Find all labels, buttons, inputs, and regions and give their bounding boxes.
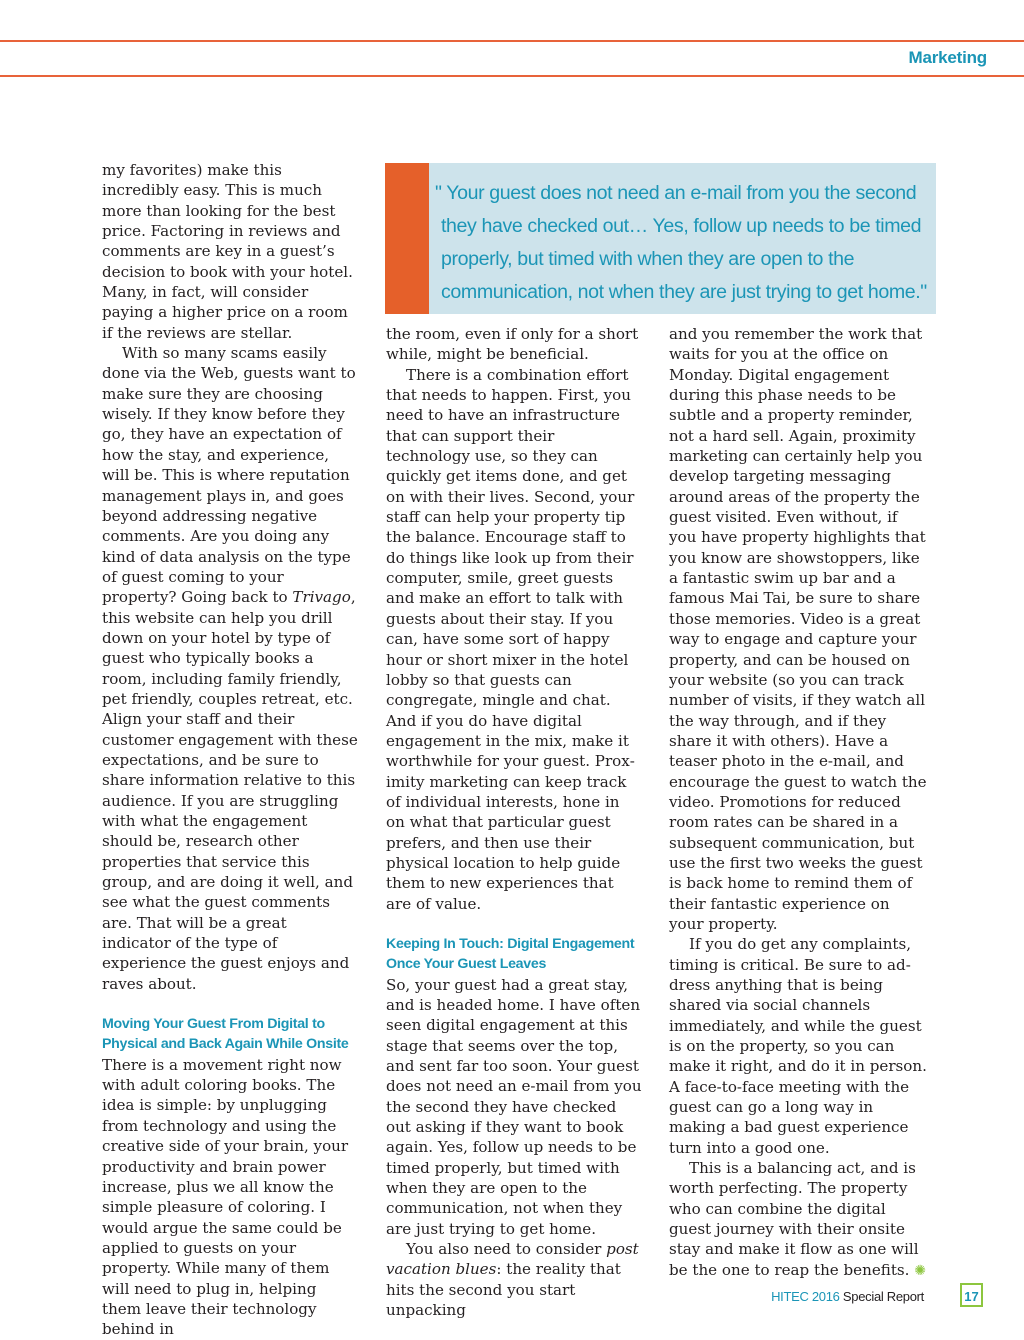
footer-publication <box>771 1289 924 1304</box>
pull-quote-accent-bar <box>385 163 429 314</box>
paragraph: With so many scams easily done via the Web, guests want to make sure they are choosing wisely. If they know before they go, they have an expectation of how the stay, and experience, will be. This is where reputation management plays in, and goes beyond addressing negative comments. Are you doing any kind of data analysis on the type of guest coming to your property? Going back to Trivago, this website can help you drill down on your hotel by type of guest who typically books a room, including family friendly, pet friendly, couples retreat, etc. Align your staff and their customer engagement with these expectations, and be sure to share information relative to this audience. If you are struggling with what the engagement should be, research other properties that service this group, and are doing it well, and see what the guest comments are. That will be a great indicator of the type of experience the guest enjoys and raves about. <box>102 344 358 993</box>
column-3 <box>669 324 927 1281</box>
pull-quote-line: they have checked out… Yes, follow up needs to be timed <box>441 215 922 237</box>
pull-quote-text <box>435 177 931 309</box>
subheading-keeping-in-touch: Keeping In Touch: Digital Engagement Once Your Guest Leaves <box>386 935 635 973</box>
pull-quote-line: properly, but timed with when they are open to the <box>441 248 855 270</box>
paragraph: and you remember the work that waits for you at the office on Monday. Digital engagement during this phase needs to be subtle and a property reminder, not a hard sell. Again, proximity marketing can certainly help you develop targeting messaging around areas of the property the guest visited. Even without, if you have property highlights that you know are showstoppers, like a fantastic swim up bar and a famous Mai Tai, be sure to share those memories. Video is a great way to engage and capture your property, and can be housed on your website (so you can track number of visits, if they watch all the way through, and if they share it with others). Have a teaser photo in the e-mail, and encourage the guest to watch the video. Promotions for reduced room rates can be shared in a subsequent communication, but use the first two weeks the guest is back home to remind them of their fantastic experience on your property. <box>669 325 927 933</box>
paragraph: So, your guest had a great stay, and is headed home. I have often seen digital engagement at this stage that seems over the top, and sent far too soon. Your guest does not need an e-mail from you the second they have checked out asking if they want to book again. Yes, follow up needs to be timed properly, but timed with when they are open to the communication, not when they are just trying to get home. <box>386 975 642 1238</box>
page-number: 17 <box>960 1283 983 1307</box>
footer-report-name: Special Report <box>842 1289 924 1304</box>
end-mark-icon: ✺ <box>914 1262 926 1279</box>
section-label: Marketing <box>908 48 987 67</box>
subheading-moving-guest: Moving Your Guest From Digital to Physical and Back Again While Onsite <box>102 1016 349 1053</box>
header-rule-bottom <box>0 75 1024 77</box>
pull-quote <box>385 163 936 314</box>
pull-quote-line: " Your guest does not need an e-mail from you the second <box>435 182 917 204</box>
column-1 <box>102 160 360 1340</box>
header-rule-top <box>0 40 1024 42</box>
paragraph: There is a combination effort that needs to happen. First, you need to have an infrastructure that can support their technology use, so they can quickly get items done, and get on with their lives. Second, your staff can help your property tip the balance. Encourage staff to do things like look up from their computer, smile, greet guests and make an effort to talk with guests about their stay. If you can, have some sort of happy hour or short mixer in the hotel lobby so that guests can congregate, mingle and chat. And if you do have digital engagement in the mix, make it worthwhile for your guest. Proximity marketing can keep track of individual interests, hone in on what that particular guest prefers, and then use their physical location to help guide them to new experiences that are of value. <box>386 365 635 913</box>
pull-quote-line: communication, not when they are just trying to get home." <box>441 281 927 303</box>
paragraph: This is a balancing act, and is worth perfecting. The property who can combine the digital guest journey with their onsite stay and make it flow as one will be the one to reap the benefits. ✺ <box>669 1159 926 1279</box>
paragraph: the room, even if only for a short while, might be beneficial. <box>386 325 639 364</box>
footer-publication-name: HITEC 2016 <box>771 1289 840 1304</box>
paragraph: If you do get any complaints, timing is critical. Be sure to address anything that is being shared via social channels immediately, and while the guest is on the property, so you can make it right, and do it in person. A face-to-face meeting with the guest can go a long way in making a bad guest experience turn into a good one. <box>669 935 927 1157</box>
paragraph: You also need to consider post vacation blues: the reality that hits the second you start unpacking <box>386 1240 639 1320</box>
column-2 <box>386 324 642 1321</box>
paragraph: my favorites) make this incredibly easy. This is much more than looking for the best price. Factoring in reviews and comments are key in a guest’s decision to book with your hotel. Many, in fact, will consider paying a higher price on a room if the reviews are stellar. <box>102 161 353 342</box>
paragraph: There is a movement right now with adult coloring books. The idea is simple: by unplugging from technology and using the creative side of your brain, your productivity and brain power increase, plus we all know the simple pleasure of coloring. I would argue the same could be applied to guests on your property. While many of them will need to plug in, helping them leave their technology behind in <box>102 1055 349 1339</box>
